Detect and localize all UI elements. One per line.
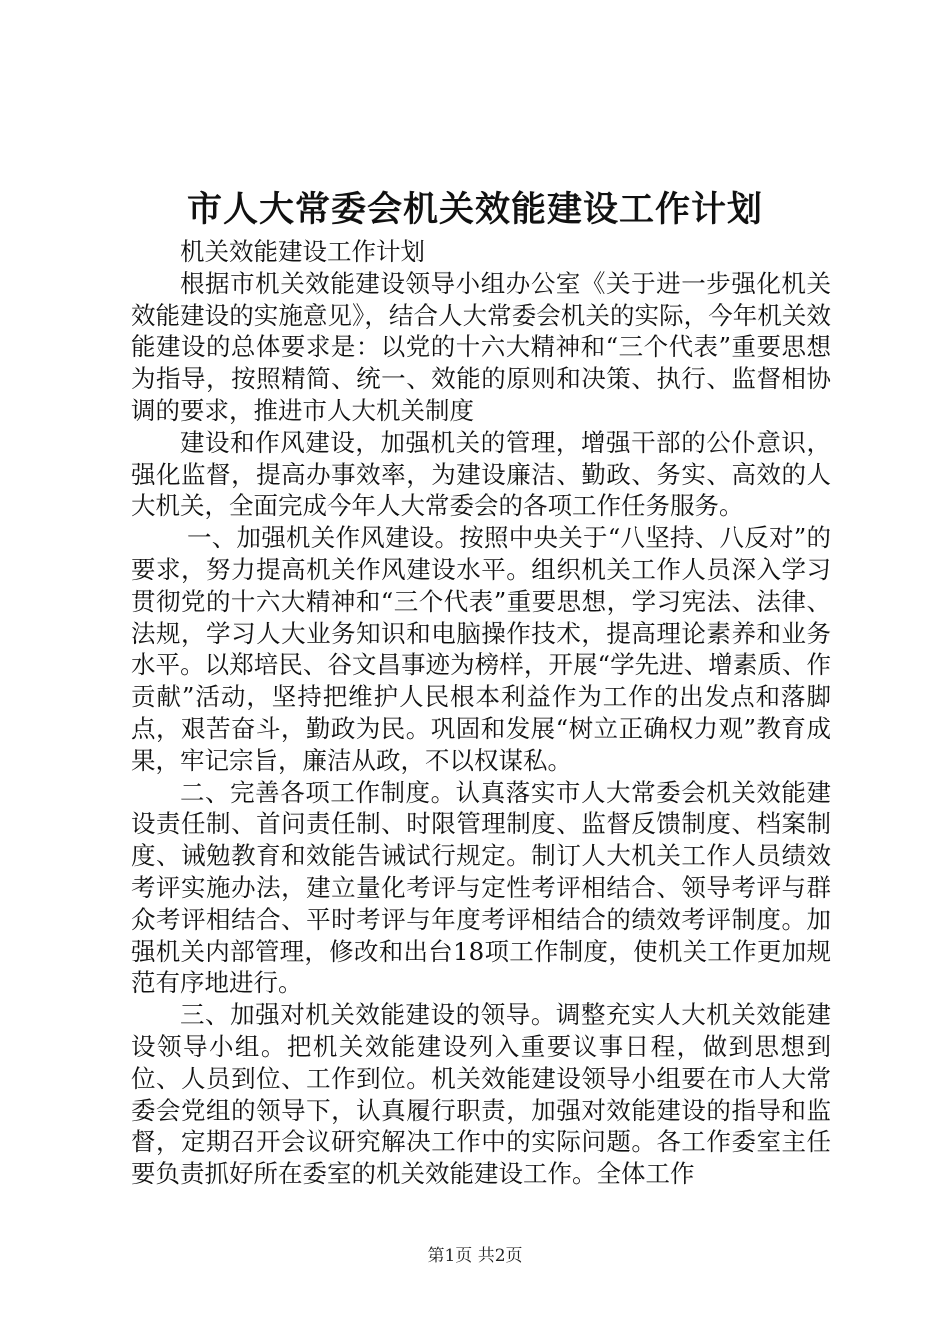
page-number-footer: 第1页 共2页 xyxy=(427,1246,523,1266)
document-body xyxy=(131,236,831,1190)
section-three-paragraph: 三、加强对机关效能建设的领导。调整充实人大机关效能建设领导小组。把机关效能建设列入重要议事日程，做到思想到位、人员到位、工作到位。机关效能建设领导小组要在市人大常委会党组的领导下，认真履行职责，加强对效能建设的指导和监督，定期召开会议研究解决工作中的实际问题。各工作委室主任要负责抓好所在委室的机关效能建设工作。全体工作 xyxy=(131,1000,831,1189)
section-two-paragraph: 二、完善各项工作制度。认真落实市人大常委会机关效能建设责任制、首问责任制、时限管理制度、监督反馈制度、档案制度、诫勉教育和效能告诫试行规定。制订人大机关工作人员绩效考评实施办法，建立量化考评与定性考评相结合、领导考评与群众考评相结合、平时考评与年度考评相结合的绩效考评制度。加强机关内部管理，修改和出台18项工作制度，使机关工作更加规范有序地进行。 xyxy=(131,777,831,998)
intro-paragraph: 根据市机关效能建设领导小组办公室《关于进一步强化机关效能建设的实施意见》，结合人大常委会机关的实际，今年机关效能建设的总体要求是：以党的十六大精神和“三个代表”重要思想为指导，按照精简、统一、效能的原则和决策、执行、监督相协调的要求，推进市人大机关制度 xyxy=(131,268,831,425)
document-title: 市人大常委会机关效能建设工作计划 xyxy=(186,189,763,230)
intro-continued-paragraph: 建设和作风建设，加强机关的管理，增强干部的公仆意识，强化监督，提高办事效率，为建设廉洁、勤政、务实、高效的人大机关，全面完成今年人大常委会的各项工作任务服务。 xyxy=(131,427,831,521)
section-one-paragraph: 一、加强机关作风建设。按照中央关于“八坚持、八反对”的要求，努力提高机关作风建设水平。组织机关工作人员深入学习贯彻党的十六大精神和“三个代表”重要思想，学习宪法、法律、法规，学习人大业务知识和电脑操作技术，提高理论素养和业务水平。以郑培民、谷文昌事迹为榜样，开展“学先进、增素质、作贡献”活动，坚持把维护人民根本利益作为工作的出发点和落脚点，艰苦奋斗，勤政为民。巩固和发展“树立正确权力观”教育成果，牢记宗旨，廉洁从政，不以权谋私。 xyxy=(131,523,831,775)
subtitle-paragraph: 机关效能建设工作计划 xyxy=(180,237,425,266)
